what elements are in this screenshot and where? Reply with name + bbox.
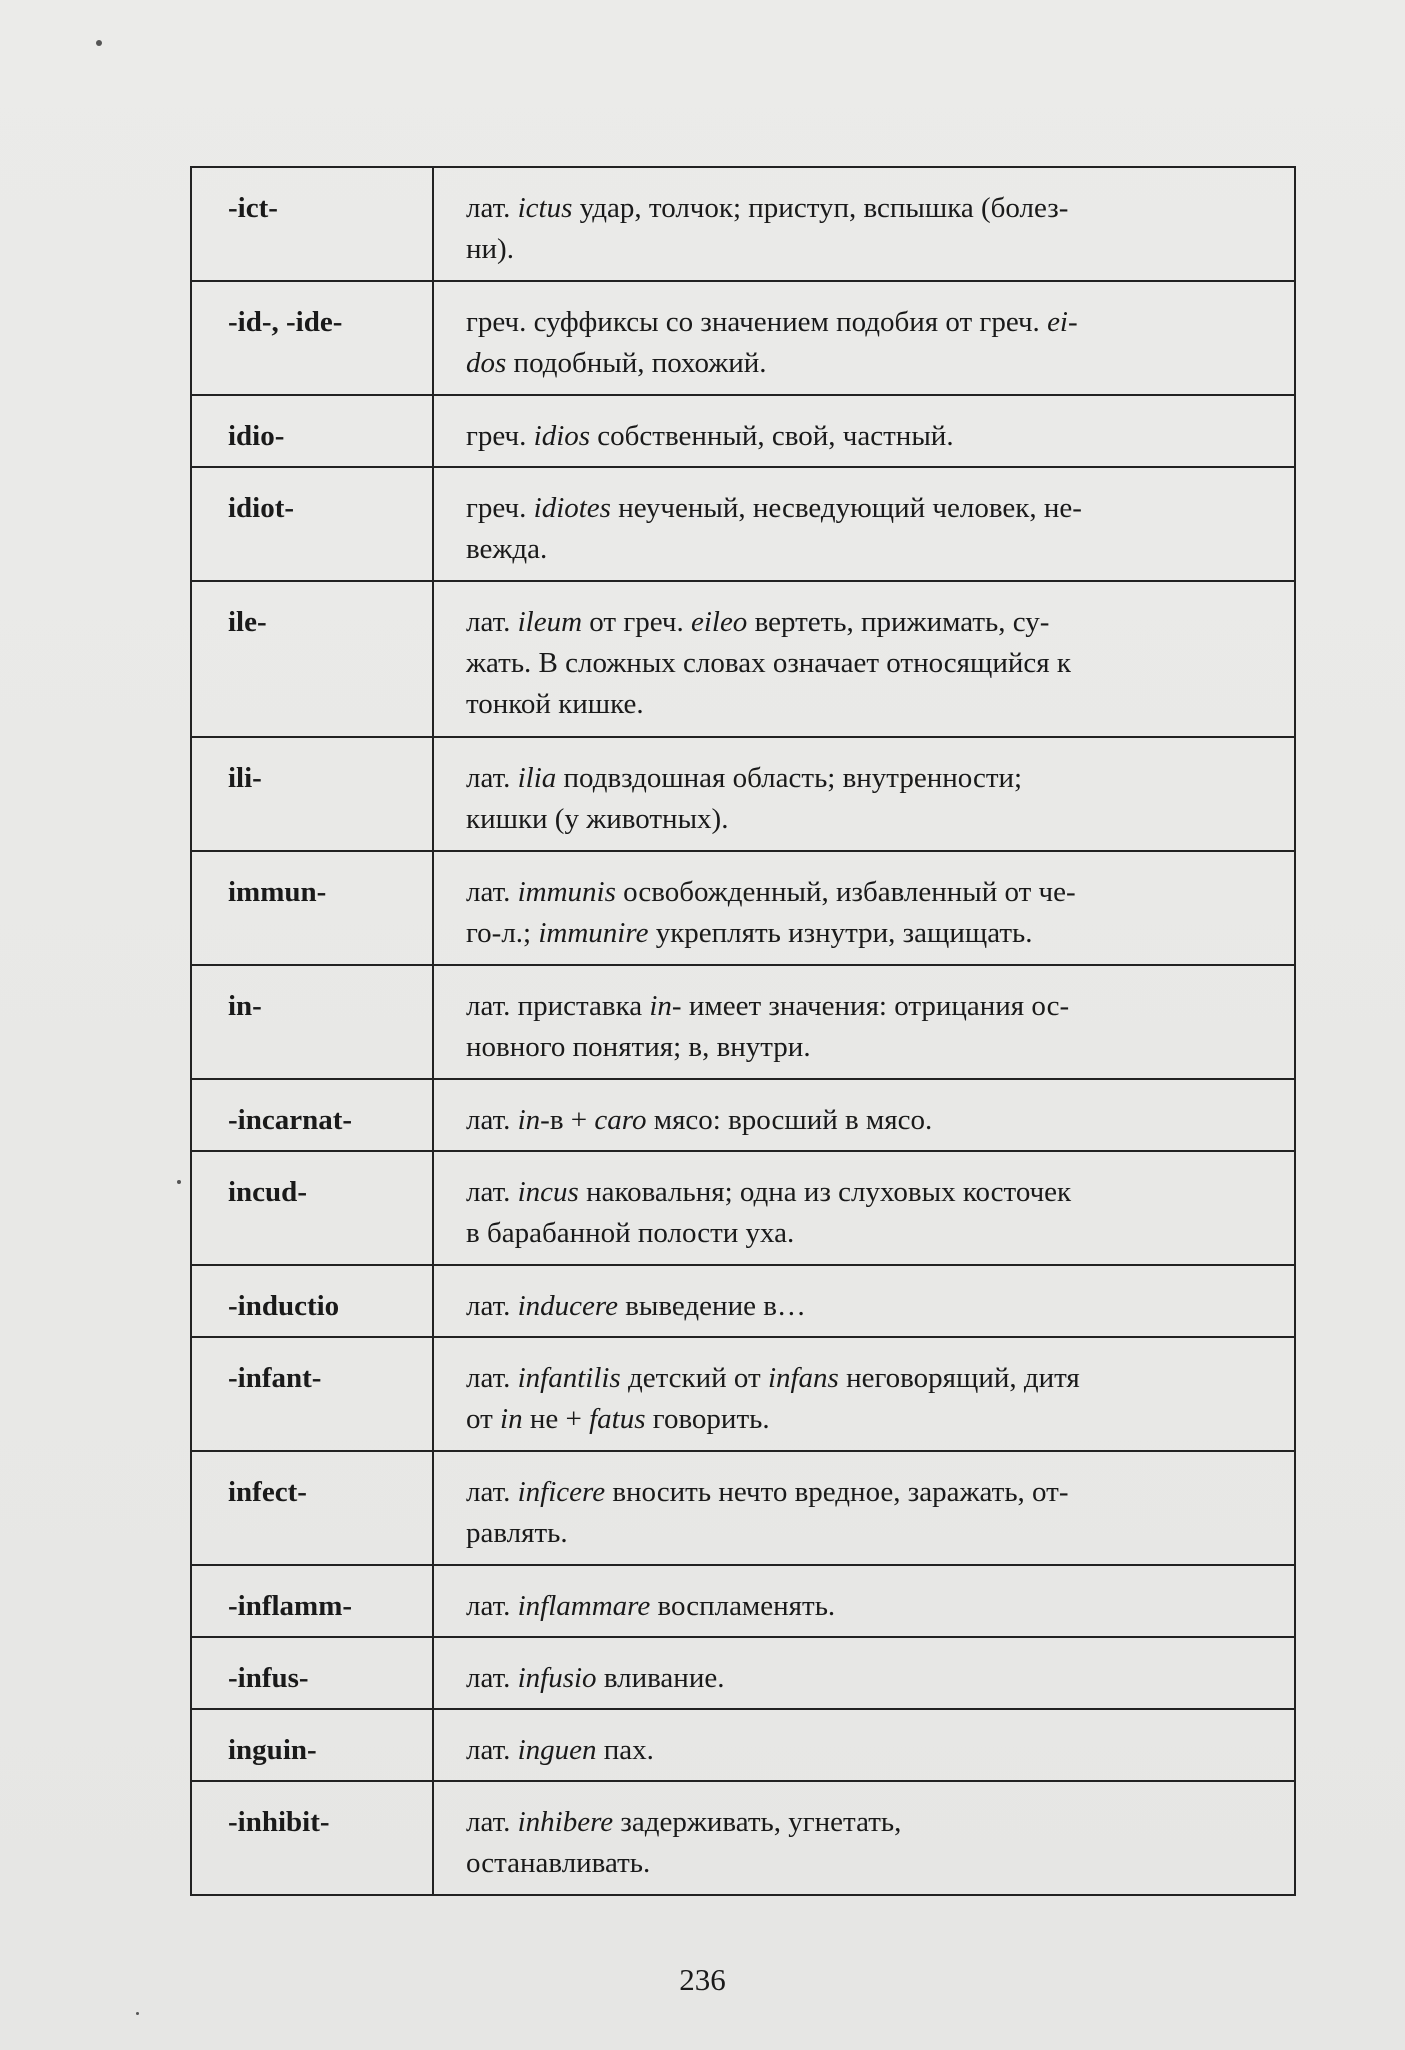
entry-term: -infant-: [191, 1337, 433, 1451]
print-speck: [177, 1180, 181, 1184]
definition-text: новного понятия; в, внутри.: [466, 1031, 811, 1063]
definition-text: вежда.: [466, 533, 548, 565]
definition-italic-word: infans: [767, 1362, 839, 1394]
table-row: [191, 737, 1295, 851]
definition-italic-word: inhibere: [517, 1806, 614, 1838]
dictionary-table-body: [191, 167, 1295, 1895]
entry-term: -inductio: [191, 1265, 433, 1337]
definition-italic-word: immunire: [538, 917, 649, 949]
definition-text: воспламенять.: [650, 1590, 836, 1622]
definition-italic-word: infusio: [517, 1662, 597, 1694]
definition-italic-word: ictus: [517, 192, 573, 224]
definition-text: лат. приставка: [466, 990, 650, 1022]
definition-text: лат.: [466, 876, 518, 908]
entry-term: -id-, -ide-: [191, 281, 433, 395]
page-number: 236: [679, 1962, 726, 1997]
print-speck: [96, 40, 102, 46]
entry-term: -inhibit-: [191, 1781, 433, 1895]
table-row: [191, 1709, 1295, 1781]
table-row: [191, 851, 1295, 965]
definition-text: освобожденный, избавленный от че-: [615, 876, 1076, 908]
definition-text: подвздошная область; внутренности;: [556, 762, 1023, 794]
definition-italic-word: incus: [517, 1176, 579, 1208]
table-row: [191, 467, 1295, 581]
definition-text: неученый, несведующий человек, не-: [610, 492, 1082, 524]
definition-italic-word: in-: [517, 1104, 550, 1136]
definition-text: лат.: [466, 1290, 518, 1322]
entry-definition: [433, 1451, 1295, 1565]
definition-italic-word: inficere: [517, 1476, 606, 1508]
definition-text: выведение в…: [617, 1290, 806, 1322]
definition-text: лат.: [466, 1176, 518, 1208]
table-row: [191, 1265, 1295, 1337]
definition-text: в барабанной полости уха.: [466, 1217, 795, 1249]
definition-italic-word: immunis: [517, 876, 616, 908]
entry-term: incud-: [191, 1151, 433, 1265]
definition-italic-word: ilia: [517, 762, 557, 794]
definition-text: вливание.: [596, 1662, 725, 1694]
table-row: [191, 281, 1295, 395]
table-row: [191, 1451, 1295, 1565]
definition-text: жать. В сложных словах означает относящийся к: [466, 647, 1071, 679]
table-row: [191, 1565, 1295, 1637]
definition-italic-word: infantilis: [517, 1362, 621, 1394]
definition-italic-word: dos: [466, 347, 507, 379]
table-row: [191, 1151, 1295, 1265]
entry-term: ili-: [191, 737, 433, 851]
definition-text: греч.: [466, 420, 534, 452]
table-row: [191, 1337, 1295, 1451]
entry-definition: [433, 281, 1295, 395]
definition-text: собственный, свой, частный.: [590, 420, 954, 452]
definition-text: лат.: [466, 1806, 518, 1838]
entry-definition: [433, 395, 1295, 467]
definition-text: мясо: вросший в мясо.: [646, 1104, 933, 1136]
entry-term: immun-: [191, 851, 433, 965]
definition-text: кишки (у животных).: [466, 803, 729, 835]
definition-text: равлять.: [466, 1517, 568, 1549]
entry-definition: [433, 1079, 1295, 1151]
table-row: [191, 1781, 1295, 1895]
definition-text: лат.: [466, 1590, 518, 1622]
entry-definition: [433, 1565, 1295, 1637]
definition-text: вносить нечто вредное, заражать, от-: [605, 1476, 1069, 1508]
definition-text: лат.: [466, 1734, 518, 1766]
entry-term: -ict-: [191, 167, 433, 281]
definition-text: греч.: [466, 492, 534, 524]
definition-text: вертеть, прижимать, су-: [747, 606, 1050, 638]
entry-term: -incarnat-: [191, 1079, 433, 1151]
definition-text: детский от: [620, 1362, 768, 1394]
definition-text: неговорящий, дитя: [838, 1362, 1080, 1394]
definition-text: подобный, похожий.: [506, 347, 767, 379]
entry-definition: [433, 737, 1295, 851]
entry-definition: [433, 851, 1295, 965]
definition-italic-word: inguen: [517, 1734, 597, 1766]
definition-italic-word: fatus: [589, 1403, 646, 1435]
definition-text: лат.: [466, 762, 518, 794]
definition-text: лат.: [466, 606, 518, 638]
print-speck: [136, 2012, 139, 2015]
definition-text: лат.: [466, 1104, 518, 1136]
definition-italic-word: in: [500, 1403, 523, 1435]
definition-text: в +: [549, 1104, 595, 1136]
dictionary-table: [190, 166, 1296, 1896]
entry-definition: [433, 1709, 1295, 1781]
table-row: [191, 1637, 1295, 1709]
definition-italic-word: inducere: [517, 1290, 618, 1322]
entry-term: idiot-: [191, 467, 433, 581]
table-row: [191, 395, 1295, 467]
definition-text: от греч.: [582, 606, 691, 638]
definition-italic-word: inflammare: [517, 1590, 651, 1622]
definition-italic-word: eileo: [690, 606, 748, 638]
definition-text: пах.: [596, 1734, 654, 1766]
definition-text: тонкой кишке.: [466, 688, 644, 720]
definition-text: лат.: [466, 1476, 518, 1508]
definition-text: задерживать, угнетать,: [613, 1806, 902, 1838]
definition-italic-word: ileum: [517, 606, 583, 638]
definition-italic-word: idiotes: [533, 492, 611, 524]
definition-text: наковальня; одна из слуховых косточек: [578, 1176, 1072, 1208]
entry-definition: [433, 581, 1295, 737]
definition-text: останавливать.: [466, 1847, 651, 1879]
definition-text: удар, толчок; приступ, вспышка (болез-: [572, 192, 1069, 224]
entry-definition: [433, 1337, 1295, 1451]
definition-text: лат.: [466, 192, 518, 224]
definition-text: ни).: [466, 233, 514, 265]
entry-term: -infus-: [191, 1637, 433, 1709]
definition-text: лат.: [466, 1362, 518, 1394]
entry-term: -inflamm-: [191, 1565, 433, 1637]
entry-definition: [433, 167, 1295, 281]
definition-text: го-л.;: [466, 917, 539, 949]
entry-term: inguin-: [191, 1709, 433, 1781]
definition-text: лат.: [466, 1662, 518, 1694]
entry-definition: [433, 1781, 1295, 1895]
definition-text: укреплять изнутри, защищать.: [648, 917, 1033, 949]
entry-definition: [433, 965, 1295, 1079]
definition-italic-word: caro: [594, 1104, 647, 1136]
definition-text: имеет значения: отрицания ос-: [681, 990, 1070, 1022]
table-row: [191, 167, 1295, 281]
entry-term: in-: [191, 965, 433, 1079]
entry-definition: [433, 1265, 1295, 1337]
definition-text: говорить.: [645, 1403, 770, 1435]
entry-term: infect-: [191, 1451, 433, 1565]
entry-term: ile-: [191, 581, 433, 737]
definition-text: греч. суффиксы со значением подобия от греч.: [466, 306, 1048, 338]
definition-italic-word: in-: [649, 990, 682, 1022]
table-row: [191, 965, 1295, 1079]
definition-text: не +: [522, 1403, 590, 1435]
table-row: [191, 581, 1295, 737]
definition-italic-word: idios: [533, 420, 591, 452]
definition-text: от: [466, 1403, 501, 1435]
entry-definition: [433, 467, 1295, 581]
entry-definition: [433, 1637, 1295, 1709]
entry-definition: [433, 1151, 1295, 1265]
entry-term: idio-: [191, 395, 433, 467]
definition-italic-word: ei-: [1047, 306, 1078, 338]
table-row: [191, 1079, 1295, 1151]
